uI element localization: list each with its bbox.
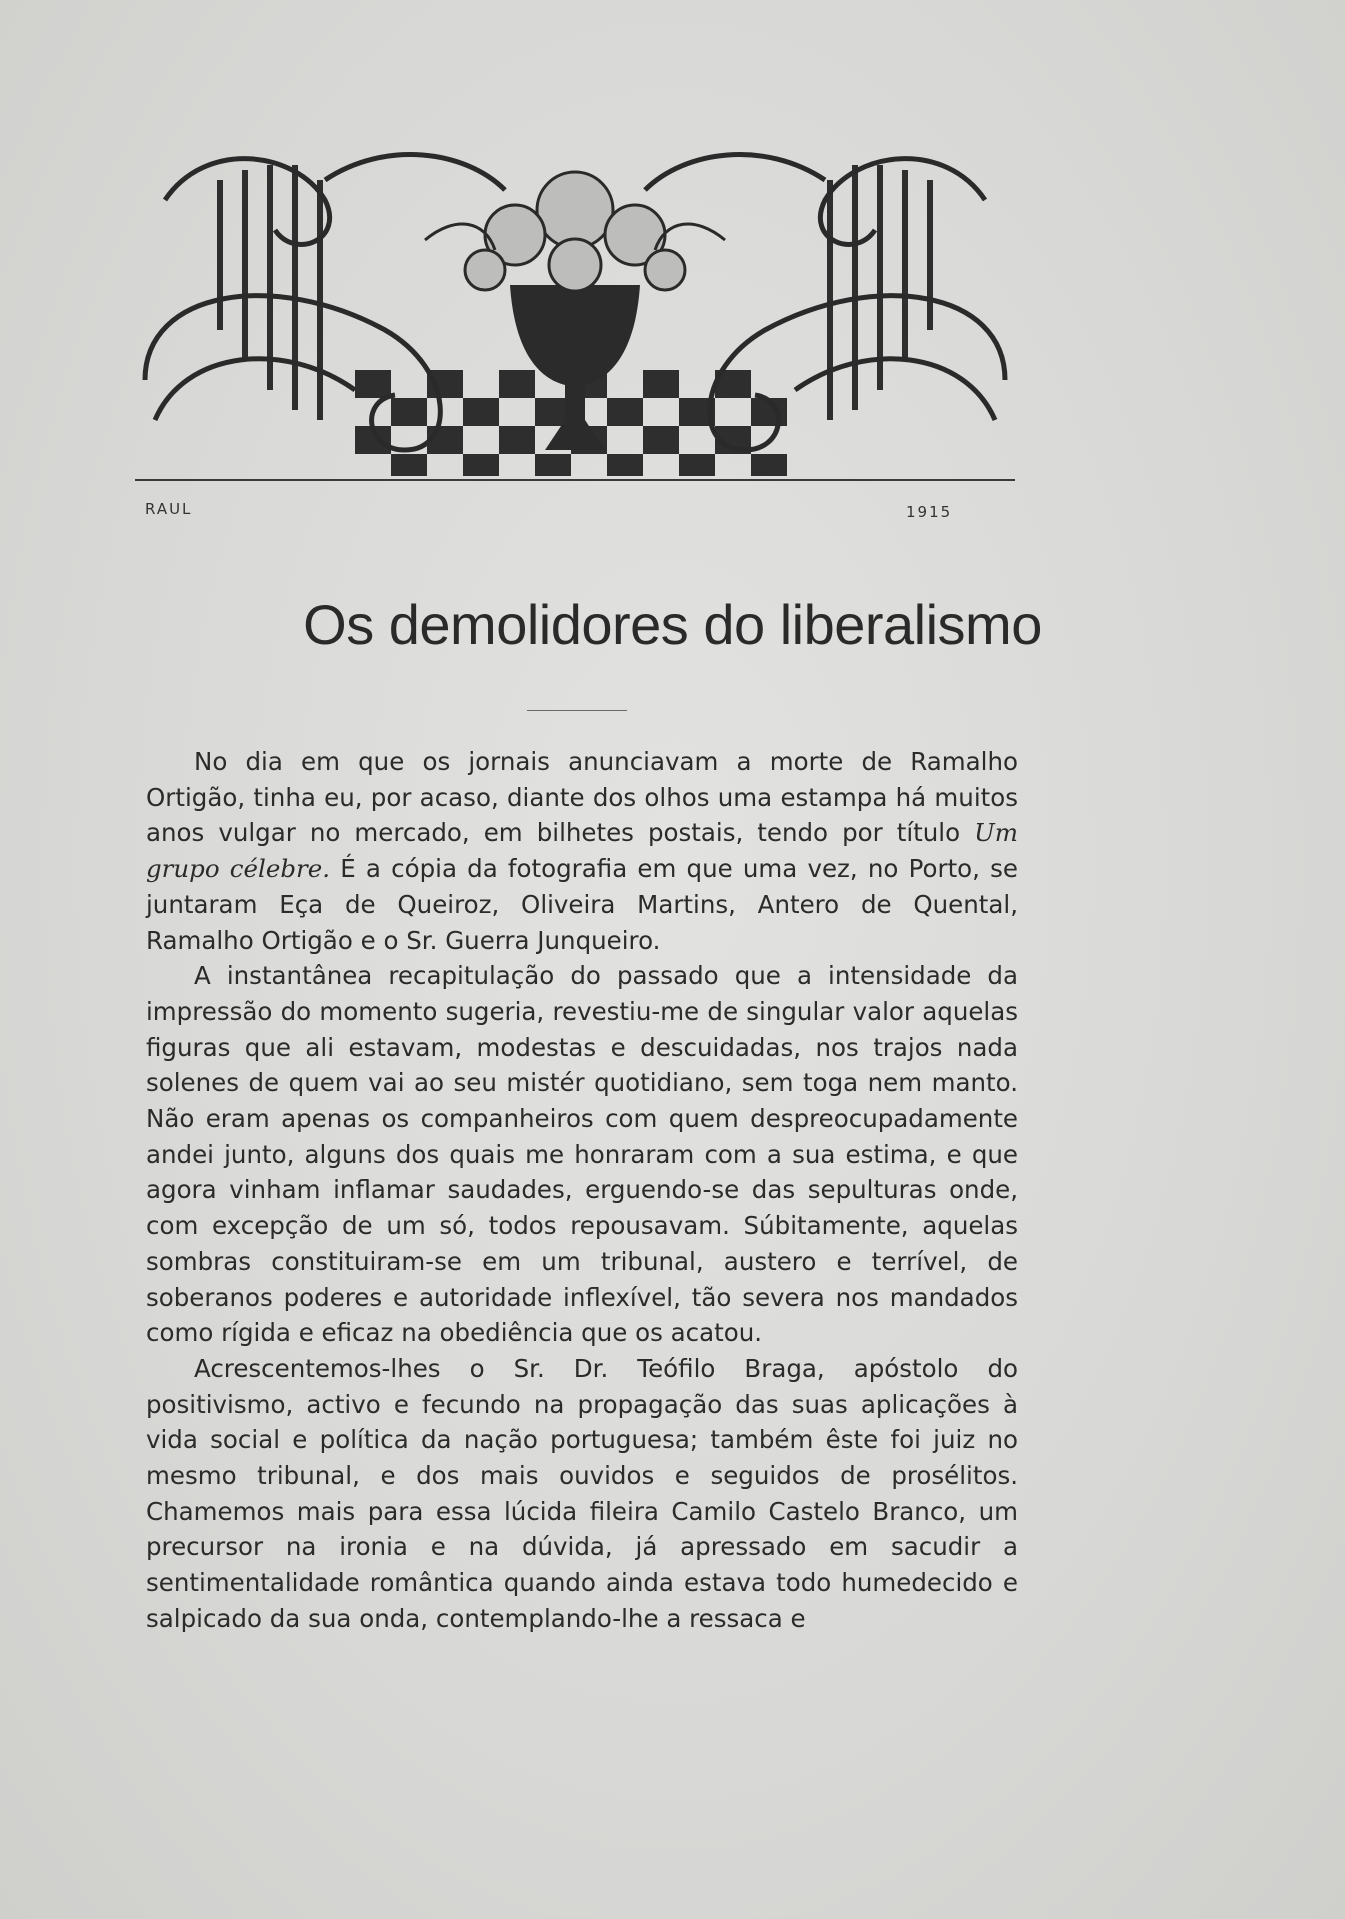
title-divider	[527, 710, 627, 711]
paragraph-3: Acrescentemos-lhes o Sr. Dr. Teófilo Braga, apóstolo do positivismo, activo e fecundo na propagação das suas aplicações à vida social e política da nação portuguesa; também êste foi juiz no mesmo tribunal, e dos mais ouvidos e seguidos de prosélitos. Chamemos mais para essa lúcida fileira Camilo Castelo Branco, um precursor na ironia e na dúvida, já apressado em sacudir a sentimentalidade romântica quando ainda estava todo humedecido e salpicado da sua onda, contemplando-lhe a ressaca e	[146, 1353, 1018, 1633]
paragraph-1	[146, 744, 1018, 958]
paragraph-2: A instantânea recapitulação do passado que a intensidade da impressão do momento sugeria, revestiu-me de singular valor aquelas figuras que ali estavam, modestas e descuidadas, nos trajos nada solenes de quem vai ao seu mistér quotidiano, sem toga nem manto. Não eram apenas os companheiros com quem despreocupadamente andei junto, alguns dos quais me honraram com a sua estima, e que agora vinham inflamar saudades, erguendo-se das sepulturas onde, com excepção de um só, todos repousavam. Súbitamente, aquelas sombras constituiram-se em um tribunal, austero e terrível, de soberanos poderes e autoridade inflexível, tão severa nos mandados como rígida e eficaz na obediência que os acatou.	[146, 961, 1018, 1348]
flower-bouquet	[425, 172, 725, 291]
left-bars	[220, 165, 320, 420]
book-title-italic: Um grupo célebre.	[146, 818, 1018, 884]
right-bars	[830, 165, 930, 420]
artist-signature: RAUL	[145, 500, 193, 518]
ornamental-headpiece	[125, 120, 1025, 540]
paragraph-1-text-before: No dia em que os jornais anunciavam a morte de Ramalho Ortigão, tinha eu, por acaso, diante dos olhos uma estampa há muitos anos vulgar no mercado, em bilhetes postais, tendo por título	[146, 747, 1018, 848]
chapter-title: Os demolidores do liberalismo	[303, 593, 1042, 656]
headpiece-year: 1915	[906, 503, 953, 521]
headpiece-illustration	[125, 120, 1025, 540]
body-text	[146, 744, 1018, 1637]
paragraph-1-text-after: É a cópia da fotografia em que uma vez, no Porto, se juntaram Eça de Queiroz, Oliveira Martins, Antero de Quental, Ramalho Ortigão e o Sr. Guerra Junqueiro.	[146, 854, 1018, 955]
